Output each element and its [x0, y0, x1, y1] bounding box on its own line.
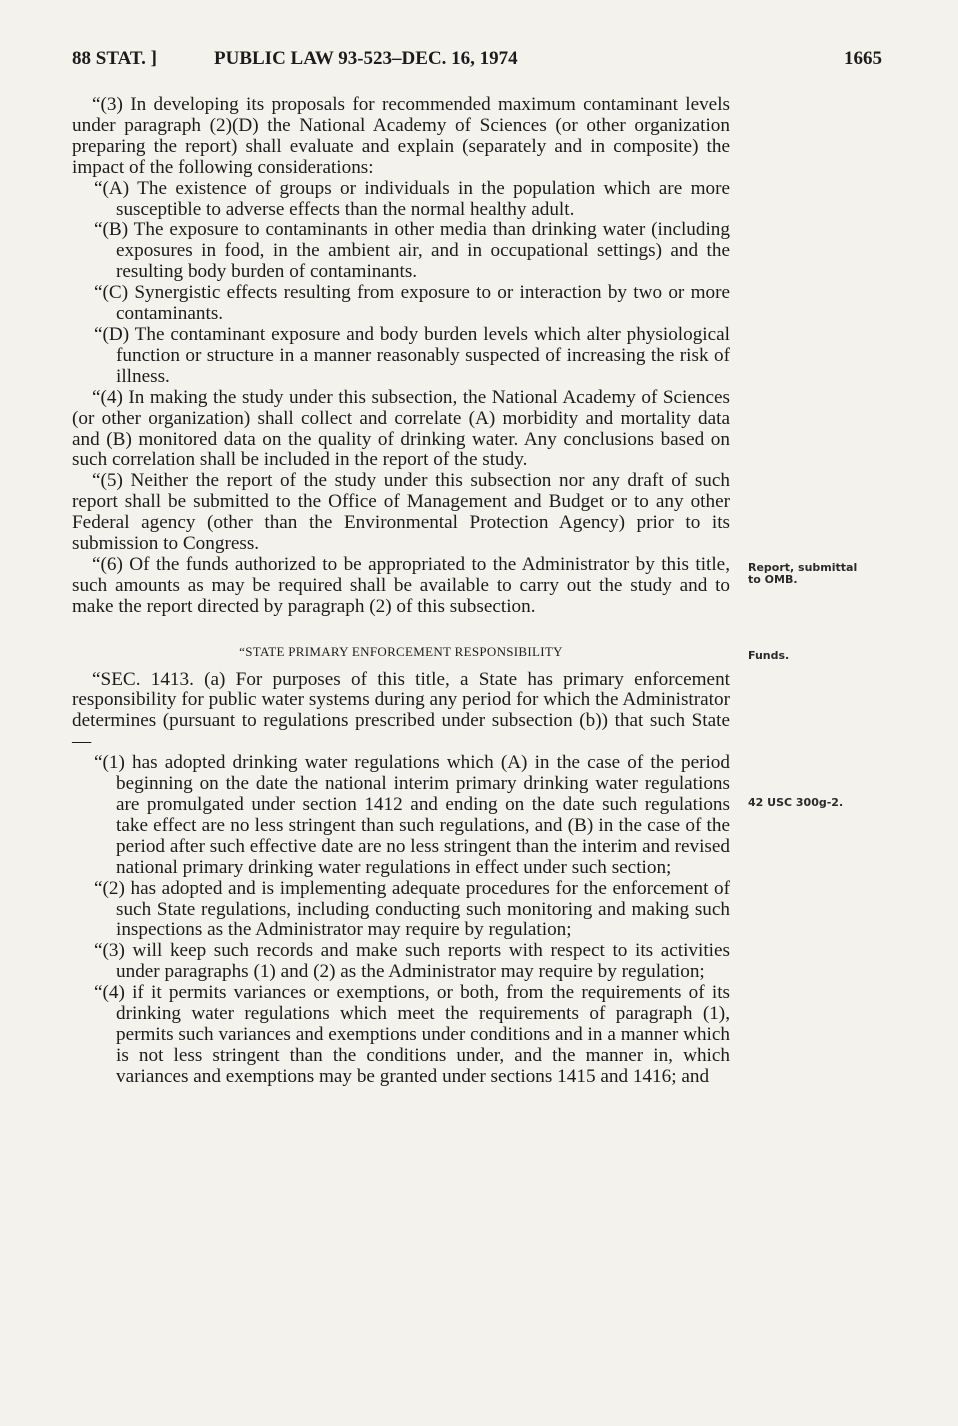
section-heading: “STATE PRIMARY ENFORCEMENT RESPONSIBILITY: [239, 643, 563, 659]
paragraph-3: “(3) In developing its proposals for recommended maximum contaminant levels under paragraph (2)(D) the National Academy of Sciences (or other organization preparing the report) shall evaluate and explain (separately and in composite) the impact of the following considerations:: [72, 94, 730, 178]
subparagraph-d: “(D) The contaminant exposure and body burden levels which alter physiological function or structure in a manner reasonably suspected of increasing the risk of illness.: [94, 323, 730, 387]
paragraph-6: “(6) Of the funds authorized to be appropriated to the Administrator by this title, such amounts as may be required shall be available to carry out the study and to make the report directed by paragraph (2) of this subsection.: [72, 553, 730, 617]
paragraph-5: “(5) Neither the report of the study under this subsection nor any draft of such report shall be submitted to the Office of Management and Budget or to any other Federal agency (other than the Environmental Protection Agency) prior to its submission to Congress.: [72, 470, 730, 555]
section-1413-intro: “SEC. 1413. (a) For purposes of this title, a State has primary enforcement responsibility for public water systems during any period for which the Administrator determines (pursuant to regulations prescribed under subsection (b)) that such State—: [72, 668, 730, 753]
clause-3: “(3) will keep such records and make such reports with respect to its activities under paragraphs (1) and (2) as the Administrator may require by regulation;: [94, 940, 730, 983]
page-number: 1665: [844, 48, 882, 69]
subparagraph-a: “(A) The existence of groups or individuals in the population which are more susceptible to adverse effects than the normal healthy adult.: [94, 177, 730, 220]
document-body: [72, 95, 730, 1088]
margin-note-funds: Funds.: [748, 649, 790, 662]
clause-2: “(2) has adopted and is implementing adequate procedures for the enforcement of such State regulations, including conducting such monitoring and making such inspections as the Administrator may require by regulation;: [94, 877, 730, 941]
page-header: [72, 48, 882, 74]
paragraph-4: “(4) In making the study under this subsection, the National Academy of Sciences (or other organization) shall collect and correlate (A) morbidity and mortality data and (B) monitored data on the quality of drinking water. Any conclusions based on such correlation shall be included in the report of the study.: [72, 386, 730, 471]
clause-4: “(4) if it permits variances or exemptions, or both, from the requirements of its drinking water regulations which meet the requirements of paragraph (1), permits such variances and exemptions under conditions and in a manner which is not less stringent than the conditions under, and the manner in, which variances and exemptions may be granted under sections 1415 and 1416; and: [94, 982, 730, 1087]
statute-reference: 88 STAT. ]: [72, 48, 157, 69]
law-title: PUBLIC LAW 93-523–DEC. 16, 1974: [214, 48, 518, 69]
subparagraph-b: “(B) The exposure to contaminants in other media than drinking water (including exposures in food, in the ambient air, and in occupational settings) and the resulting body burden of contaminants.: [94, 219, 730, 283]
margin-note-report: Report, submittal to OMB.: [748, 561, 858, 586]
margin-note-usc: 42 USC 300g-2.: [748, 796, 844, 809]
clause-1: “(1) has adopted drinking water regulations which (A) in the case of the period beginning on the date the national interim primary drinking water regulations are promulgated under section 1412 and ending on the date such regulations take effect are no less stringent than such regulations, and (B) in the case of the period after such effective date are no less stringent than the interim and revised national primary drinking water regulations in effect under such section;: [94, 752, 730, 878]
subparagraph-c: “(C) Synergistic effects resulting from exposure to or interaction by two or more contaminants.: [94, 282, 730, 325]
